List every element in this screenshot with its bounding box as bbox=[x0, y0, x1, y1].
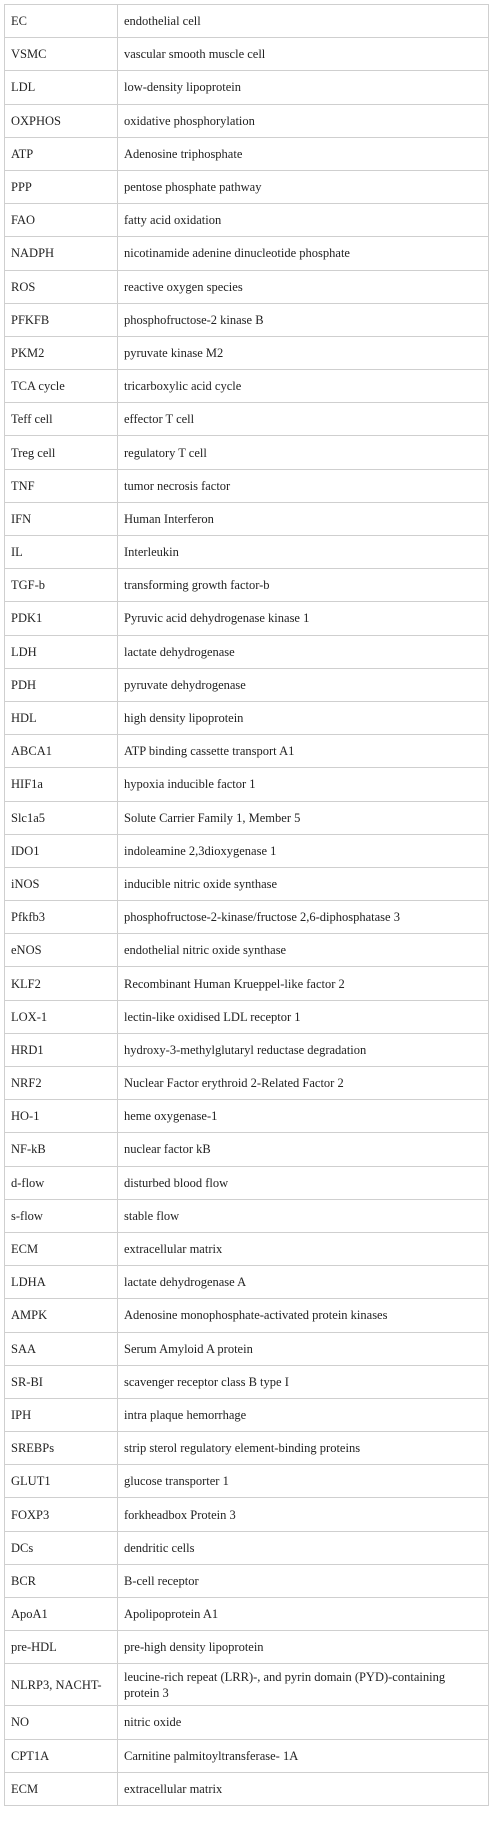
definition-cell: Human Interferon bbox=[118, 502, 489, 535]
definition-cell: Carnitine palmitoyltransferase- 1A bbox=[118, 1739, 489, 1772]
abbreviation-cell: NRF2 bbox=[5, 1067, 118, 1100]
abbreviation-cell: TNF bbox=[5, 469, 118, 502]
table-row bbox=[5, 1739, 489, 1772]
definition-cell: inducible nitric oxide synthase bbox=[118, 867, 489, 900]
abbreviation-cell: eNOS bbox=[5, 934, 118, 967]
table-row bbox=[5, 867, 489, 900]
abbreviation-cell: SR-BI bbox=[5, 1365, 118, 1398]
definition-cell: heme oxygenase-1 bbox=[118, 1100, 489, 1133]
definition-cell: low-density lipoprotein bbox=[118, 71, 489, 104]
table-row bbox=[5, 170, 489, 203]
definition-cell: hypoxia inducible factor 1 bbox=[118, 768, 489, 801]
table-row bbox=[5, 1232, 489, 1265]
definition-cell: stable flow bbox=[118, 1199, 489, 1232]
definition-cell: scavenger receptor class B type I bbox=[118, 1365, 489, 1398]
abbreviation-cell: IDO1 bbox=[5, 834, 118, 867]
abbreviation-cell: NF-kB bbox=[5, 1133, 118, 1166]
abbreviation-cell: Treg cell bbox=[5, 436, 118, 469]
table-row bbox=[5, 735, 489, 768]
abbreviation-cell: Pfkfb3 bbox=[5, 901, 118, 934]
definition-cell: pre-high density lipoprotein bbox=[118, 1631, 489, 1664]
table-row bbox=[5, 901, 489, 934]
table-row bbox=[5, 1706, 489, 1739]
table-row bbox=[5, 237, 489, 270]
table-row bbox=[5, 1631, 489, 1664]
definition-cell: tricarboxylic acid cycle bbox=[118, 370, 489, 403]
definition-cell: reactive oxygen species bbox=[118, 270, 489, 303]
table-row bbox=[5, 1166, 489, 1199]
table-row bbox=[5, 303, 489, 336]
definition-cell: Solute Carrier Family 1, Member 5 bbox=[118, 801, 489, 834]
definition-cell: tumor necrosis factor bbox=[118, 469, 489, 502]
abbreviation-cell: PPP bbox=[5, 170, 118, 203]
definition-cell: high density lipoprotein bbox=[118, 701, 489, 734]
abbreviation-cell: IPH bbox=[5, 1398, 118, 1431]
table-row bbox=[5, 1000, 489, 1033]
abbreviation-cell: ECM bbox=[5, 1232, 118, 1265]
definition-cell: effector T cell bbox=[118, 403, 489, 436]
table-row bbox=[5, 536, 489, 569]
definition-cell: strip sterol regulatory element-binding proteins bbox=[118, 1432, 489, 1465]
table-row bbox=[5, 701, 489, 734]
definition-cell: dendritic cells bbox=[118, 1531, 489, 1564]
definition-cell: extracellular matrix bbox=[118, 1232, 489, 1265]
table-row bbox=[5, 1398, 489, 1431]
definition-cell: transforming growth factor-b bbox=[118, 569, 489, 602]
table-row bbox=[5, 801, 489, 834]
abbreviation-cell: Slc1a5 bbox=[5, 801, 118, 834]
definition-cell: glucose transporter 1 bbox=[118, 1465, 489, 1498]
definition-cell: vascular smooth muscle cell bbox=[118, 38, 489, 71]
abbreviation-cell: LOX-1 bbox=[5, 1000, 118, 1033]
definition-cell: B-cell receptor bbox=[118, 1564, 489, 1597]
table-row bbox=[5, 967, 489, 1000]
table-row bbox=[5, 668, 489, 701]
abbreviation-cell: GLUT1 bbox=[5, 1465, 118, 1498]
table-row bbox=[5, 1067, 489, 1100]
definition-cell: Recombinant Human Krueppel-like factor 2 bbox=[118, 967, 489, 1000]
abbreviation-cell: LDH bbox=[5, 635, 118, 668]
table-row bbox=[5, 1033, 489, 1066]
abbreviation-cell: d-flow bbox=[5, 1166, 118, 1199]
abbreviation-cell: HIF1a bbox=[5, 768, 118, 801]
table-row bbox=[5, 1365, 489, 1398]
abbreviation-table-body bbox=[5, 5, 489, 1806]
definition-cell: Interleukin bbox=[118, 536, 489, 569]
abbreviation-cell: FAO bbox=[5, 204, 118, 237]
table-row bbox=[5, 934, 489, 967]
abbreviation-cell: s-flow bbox=[5, 1199, 118, 1232]
definition-cell: Adenosine monophosphate-activated protein kinases bbox=[118, 1299, 489, 1332]
definition-cell: ATP binding cassette transport A1 bbox=[118, 735, 489, 768]
abbreviation-cell: PDH bbox=[5, 668, 118, 701]
table-row bbox=[5, 1299, 489, 1332]
abbreviation-cell: TCA cycle bbox=[5, 370, 118, 403]
definition-cell: leucine-rich repeat (LRR)-, and pyrin domain (PYD)-containing protein 3 bbox=[118, 1664, 489, 1706]
table-row bbox=[5, 71, 489, 104]
table-row bbox=[5, 1199, 489, 1232]
definition-cell: Serum Amyloid A protein bbox=[118, 1332, 489, 1365]
definition-cell: phosphofructose-2 kinase B bbox=[118, 303, 489, 336]
definition-cell: disturbed blood flow bbox=[118, 1166, 489, 1199]
definition-cell: extracellular matrix bbox=[118, 1772, 489, 1805]
abbreviation-cell: iNOS bbox=[5, 867, 118, 900]
abbreviation-cell: AMPK bbox=[5, 1299, 118, 1332]
abbreviation-cell: LDL bbox=[5, 71, 118, 104]
abbreviation-cell: NLRP3, NACHT- bbox=[5, 1664, 118, 1706]
definition-cell: endothelial cell bbox=[118, 5, 489, 38]
abbreviation-cell: SAA bbox=[5, 1332, 118, 1365]
definition-cell: lactate dehydrogenase bbox=[118, 635, 489, 668]
definition-cell: Nuclear Factor erythroid 2-Related Factor 2 bbox=[118, 1067, 489, 1100]
table-row bbox=[5, 1332, 489, 1365]
table-row bbox=[5, 204, 489, 237]
table-row bbox=[5, 469, 489, 502]
table-row bbox=[5, 1465, 489, 1498]
table-row bbox=[5, 1772, 489, 1805]
abbreviation-cell: LDHA bbox=[5, 1266, 118, 1299]
definition-cell: nitric oxide bbox=[118, 1706, 489, 1739]
table-row bbox=[5, 1564, 489, 1597]
definition-cell: lectin-like oxidised LDL receptor 1 bbox=[118, 1000, 489, 1033]
definition-cell: Pyruvic acid dehydrogenase kinase 1 bbox=[118, 602, 489, 635]
abbreviation-cell: ECM bbox=[5, 1772, 118, 1805]
abbreviation-cell: NADPH bbox=[5, 237, 118, 270]
table-row bbox=[5, 5, 489, 38]
table-row bbox=[5, 104, 489, 137]
definition-cell: pyruvate dehydrogenase bbox=[118, 668, 489, 701]
table-row bbox=[5, 768, 489, 801]
table-row bbox=[5, 38, 489, 71]
table-row bbox=[5, 370, 489, 403]
table-row bbox=[5, 1498, 489, 1531]
abbreviation-cell: IL bbox=[5, 536, 118, 569]
abbreviation-cell: pre-HDL bbox=[5, 1631, 118, 1664]
abbreviation-cell: HRD1 bbox=[5, 1033, 118, 1066]
definition-cell: lactate dehydrogenase A bbox=[118, 1266, 489, 1299]
abbreviation-cell: FOXP3 bbox=[5, 1498, 118, 1531]
definition-cell: regulatory T cell bbox=[118, 436, 489, 469]
definition-cell: endothelial nitric oxide synthase bbox=[118, 934, 489, 967]
abbreviation-cell: NO bbox=[5, 1706, 118, 1739]
table-row bbox=[5, 569, 489, 602]
definition-cell: indoleamine 2,3dioxygenase 1 bbox=[118, 834, 489, 867]
abbreviation-cell: Teff cell bbox=[5, 403, 118, 436]
abbreviation-cell: ApoA1 bbox=[5, 1598, 118, 1631]
definition-cell: Adenosine triphosphate bbox=[118, 137, 489, 170]
table-row bbox=[5, 1531, 489, 1564]
table-row bbox=[5, 1664, 489, 1706]
abbreviation-cell: PFKFB bbox=[5, 303, 118, 336]
table-row bbox=[5, 502, 489, 535]
abbreviation-cell: ABCA1 bbox=[5, 735, 118, 768]
abbreviation-cell: TGF-b bbox=[5, 569, 118, 602]
abbreviation-table bbox=[4, 4, 489, 1806]
abbreviation-cell: SREBPs bbox=[5, 1432, 118, 1465]
definition-cell: forkheadbox Protein 3 bbox=[118, 1498, 489, 1531]
table-row bbox=[5, 1133, 489, 1166]
table-row bbox=[5, 1432, 489, 1465]
definition-cell: intra plaque hemorrhage bbox=[118, 1398, 489, 1431]
definition-cell: pyruvate kinase M2 bbox=[118, 336, 489, 369]
table-row bbox=[5, 602, 489, 635]
table-row bbox=[5, 834, 489, 867]
abbreviation-cell: PKM2 bbox=[5, 336, 118, 369]
table-row bbox=[5, 436, 489, 469]
abbreviation-cell: BCR bbox=[5, 1564, 118, 1597]
table-row bbox=[5, 1100, 489, 1133]
definition-cell: pentose phosphate pathway bbox=[118, 170, 489, 203]
abbreviation-cell: CPT1A bbox=[5, 1739, 118, 1772]
abbreviation-cell: VSMC bbox=[5, 38, 118, 71]
table-row bbox=[5, 635, 489, 668]
table-row bbox=[5, 336, 489, 369]
definition-cell: nicotinamide adenine dinucleotide phosphate bbox=[118, 237, 489, 270]
abbreviation-cell: IFN bbox=[5, 502, 118, 535]
definition-cell: oxidative phosphorylation bbox=[118, 104, 489, 137]
abbreviation-cell: OXPHOS bbox=[5, 104, 118, 137]
table-row bbox=[5, 270, 489, 303]
table-row bbox=[5, 1598, 489, 1631]
abbreviation-cell: DCs bbox=[5, 1531, 118, 1564]
definition-cell: Apolipoprotein A1 bbox=[118, 1598, 489, 1631]
definition-cell: nuclear factor kB bbox=[118, 1133, 489, 1166]
definition-cell: fatty acid oxidation bbox=[118, 204, 489, 237]
abbreviation-cell: ROS bbox=[5, 270, 118, 303]
definition-cell: phosphofructose-2-kinase/fructose 2,6-diphosphatase 3 bbox=[118, 901, 489, 934]
table-row bbox=[5, 137, 489, 170]
table-row bbox=[5, 403, 489, 436]
abbreviation-cell: KLF2 bbox=[5, 967, 118, 1000]
abbreviation-cell: PDK1 bbox=[5, 602, 118, 635]
abbreviation-cell: EC bbox=[5, 5, 118, 38]
definition-cell: hydroxy-3-methylglutaryl reductase degradation bbox=[118, 1033, 489, 1066]
abbreviation-cell: ATP bbox=[5, 137, 118, 170]
abbreviation-cell: HO-1 bbox=[5, 1100, 118, 1133]
abbreviation-cell: HDL bbox=[5, 701, 118, 734]
table-row bbox=[5, 1266, 489, 1299]
